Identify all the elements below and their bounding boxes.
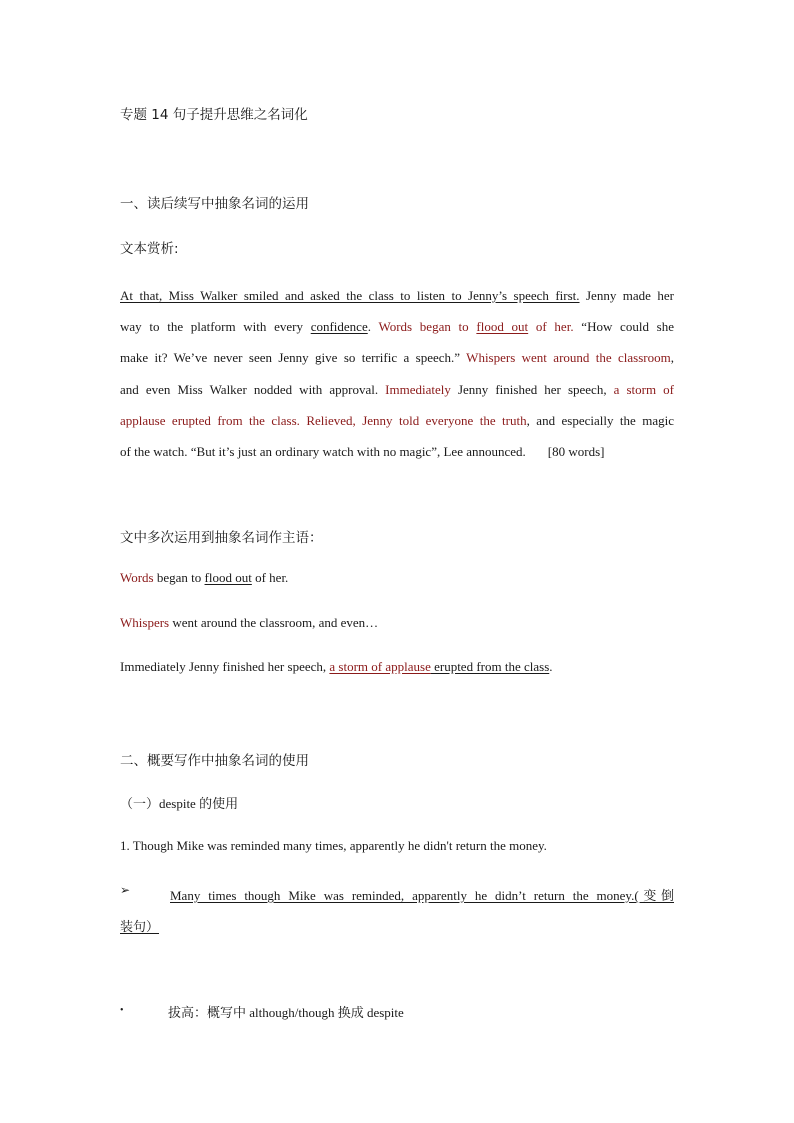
- highlight-applause-relieved: applause erupted from the class. Relieved, Jenny told everyone the truth: [120, 412, 527, 428]
- example-1-subject: Words: [120, 570, 154, 585]
- word-count: [80 words]: [547, 444, 605, 460]
- passage-text: , and especially the magic: [526, 412, 675, 428]
- document-title: 专题 14 句子提升思维之名词化: [120, 107, 308, 123]
- passage-text: of the watch. “But it’s just an ordinary watch with no magic”, Lee announced.: [120, 444, 526, 460]
- item-1: 1. Though Mike was reminded many times, apparently he didn't return the money.: [120, 838, 547, 853]
- keyword-confidence: confidence: [310, 319, 368, 335]
- passage-text: Jenny finished her speech,: [450, 381, 614, 397]
- example-2: [120, 615, 378, 631]
- arrow-bullet-icon: ➢: [120, 883, 131, 897]
- example-1: [120, 570, 288, 586]
- analysis-label: 文本赏析:: [120, 241, 179, 257]
- tip-line: 拔高：概写中 although/though 换成 despite: [168, 1005, 404, 1020]
- passage-paragraph: [120, 280, 674, 467]
- passage-text: make it? We’ve never seen Jenny give so terrific a speech.”: [120, 350, 467, 366]
- highlight-whispers: Whispers went around the classroom: [466, 350, 671, 366]
- bullet-icon: •: [120, 1005, 124, 1016]
- subject-label: 文中多次运用到抽象名词作主语：: [120, 530, 323, 546]
- section2-subheading: （一）despite 的使用: [120, 796, 239, 811]
- rewrite-sentence: [120, 880, 674, 942]
- example-text: went around the classroom, and even…: [169, 615, 379, 630]
- example-text: began to: [153, 570, 205, 585]
- rewrite-line-2: 装句）: [120, 919, 160, 934]
- passage-line-6: [120, 436, 674, 467]
- passage-text: way to the platform with every: [120, 319, 311, 335]
- highlight-flood-out: flood out: [476, 319, 529, 335]
- passage-line-2: [120, 311, 674, 342]
- passage-line-4: [120, 374, 674, 405]
- passage-text: ,: [670, 350, 674, 366]
- passage-text: Jenny made her: [579, 288, 674, 303]
- passage-underlined-sentence: At that, Miss Walker smiled and asked the class to listen to Jenny’s speech first.: [120, 288, 580, 303]
- example-3-subject: a storm of applause: [329, 659, 431, 674]
- passage-line-1: [120, 280, 674, 311]
- highlight-of-her: of her.: [528, 319, 574, 335]
- example-1-flood-out: flood out: [204, 570, 252, 585]
- highlight-words: Words began to: [378, 319, 477, 335]
- passage-line-3: [120, 342, 674, 373]
- passage-text: .: [367, 319, 379, 335]
- example-text: Immediately Jenny finished her speech,: [120, 659, 330, 674]
- rewrite-line-1: Many times though Mike was reminded, apparently he didn’t return the money.(变倒: [170, 888, 674, 903]
- highlight-storm: a storm of: [613, 381, 675, 397]
- section2-heading: 二、概要写作中抽象名词的使用: [120, 753, 309, 769]
- example-text: of her.: [251, 570, 289, 585]
- example-3-predicate: erupted from the class: [430, 659, 550, 674]
- example-2-subject: Whispers: [120, 615, 170, 630]
- passage-text: and even Miss Walker nodded with approval.: [120, 381, 386, 397]
- passage-line-5: [120, 405, 674, 436]
- example-3: [120, 659, 553, 675]
- passage-text: “How could she: [573, 319, 674, 335]
- highlight-immediately: Immediately: [385, 381, 451, 397]
- example-text: .: [549, 659, 553, 674]
- section1-heading: 一、读后续写中抽象名词的运用: [120, 196, 309, 212]
